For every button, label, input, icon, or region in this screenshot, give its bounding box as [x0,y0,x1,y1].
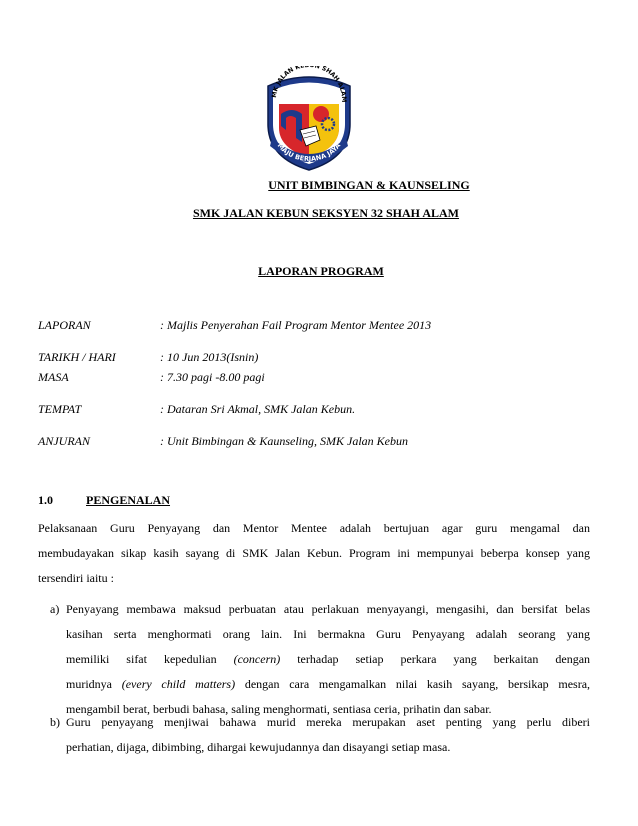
section-title: PENGENALAN [86,493,171,507]
item-line: Penyayang membawa maksud perbuatan atau perlakuan menyayangi, mengasihi, dan bersifat belas [66,602,590,616]
info-value: : Dataran Sri Akmal, SMK Jalan Kebun. [160,402,356,416]
item-text: terhadap setiap perkara yang berkaitan dengan [297,652,591,666]
item-line [66,647,590,672]
item-line: Guru penyayang menjiwai bahawa murid mereka merupakan aset penting yang perlu diberi [66,715,590,729]
item-line [66,672,590,697]
school-logo [262,66,356,174]
item-text: dengan cara mengamalkan nilai kasih sayang, bersikap mesra, [244,677,591,691]
item-line: perhatian, dijaga, dibimbing, dihargai kewujudannya dan disayangi setiap masa. [66,740,451,754]
list-item [50,597,591,722]
report-title: LAPORAN PROGRAM [258,264,384,278]
info-label: LAPORAN [38,318,91,332]
info-value: : 7.30 pagi -8.00 pagi [160,370,265,384]
school-heading: SMK JALAN KEBUN SEKSYEN 32 SHAH ALAM [192,206,460,220]
svg-text:SMK JALAN KEBUN SHAH ALAM: MK JALAN KE N SHAH ALAM [270,66,348,103]
list-marker: b) [50,715,60,729]
svg-text:MAJU BERJANA JAYA: MAJU BERJANA JAYA [275,141,343,164]
info-value: : Unit Bimbingan & Kaunseling, SMK Jalan Kebun [160,434,408,448]
item-line: mengambil berat, berbudi bahasa, saling menghormati, sentiasa ceria, prihatin dan sabar. [66,702,492,716]
item-text: memiliki sifat kepedulian [66,652,217,666]
info-label: MASA [38,370,69,384]
section-number: 1.0 [38,493,53,507]
item-italic-text: (every child matters) [121,677,236,691]
intro-paragraph [38,516,590,591]
item-line: kasihan serta menghormati orang lain. Ini bermakna Guru Penyayang adalah seorang yang [66,627,590,641]
info-label: ANJURAN [38,434,90,448]
info-value: : 10 Jun 2013(Isnin) [160,350,259,364]
paragraph-line: membudayakan sikap kasih sayang di SMK Jalan Kebun. Program ini mempunyai beberpa konsep yang [38,546,590,560]
list-marker: a) [50,602,60,616]
info-label: TEMPAT [38,402,82,416]
item-text: muridnya [66,677,112,691]
school-crest-icon [262,66,356,174]
paragraph-line: tersendiri iaitu : [38,571,114,585]
info-label: TARIKH / HARI [38,350,116,364]
info-value: : Majlis Penyerahan Fail Program Mentor Mentee 2013 [160,318,432,332]
paragraph-line: Pelaksanaan Guru Penyayang dan Mentor Mentee adalah bertujuan agar guru mengamal dan [38,521,590,535]
item-italic-text: (concern) [233,652,281,666]
unit-heading: UNIT BIMBINGAN & KAUNSELING [268,178,470,192]
list-item [50,710,590,760]
